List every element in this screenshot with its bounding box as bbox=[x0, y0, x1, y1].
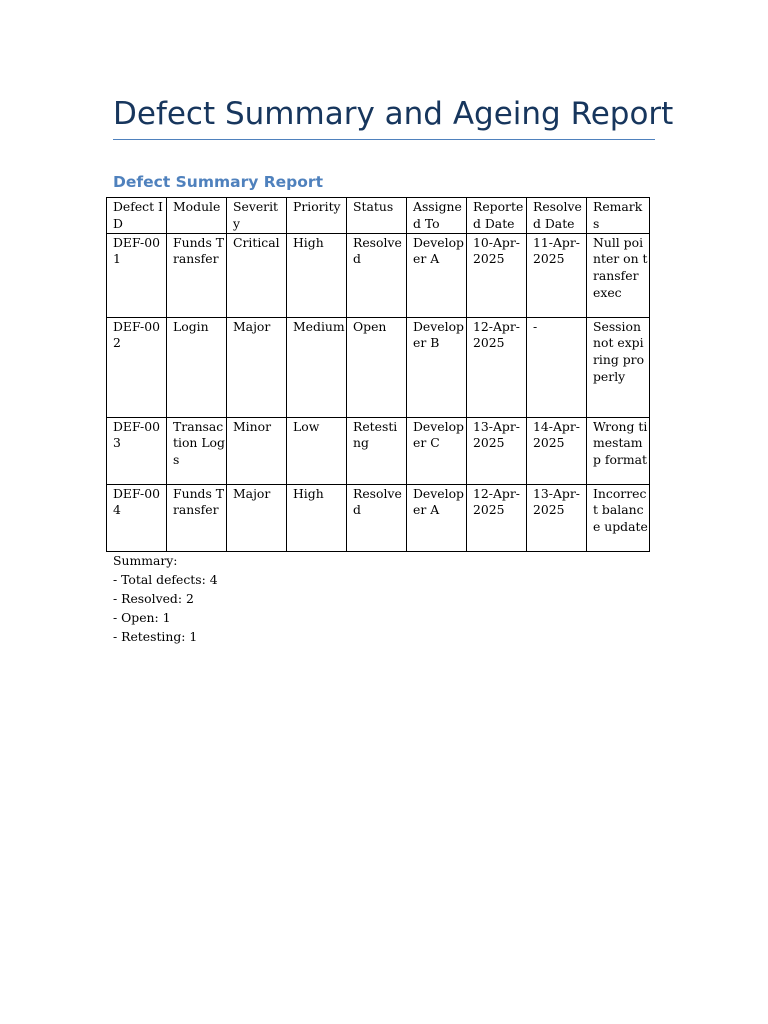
table-cell: Incorrect balance update bbox=[587, 484, 650, 551]
table-cell: 10-Apr-2025 bbox=[467, 233, 527, 317]
table-cell: Wrong timestamp format bbox=[587, 417, 650, 484]
table-cell: Transaction Logs bbox=[167, 417, 227, 484]
table-cell: Major bbox=[227, 317, 287, 417]
column-header: Severity bbox=[227, 198, 287, 234]
column-header: Remarks bbox=[587, 198, 650, 234]
table-header-row bbox=[107, 198, 650, 234]
table-cell: Resolved bbox=[347, 484, 407, 551]
summary-line: - Resolved: 2 bbox=[113, 591, 194, 606]
summary-line: - Total defects: 4 bbox=[113, 572, 218, 587]
table-row bbox=[107, 233, 650, 317]
column-header: Assigned To bbox=[407, 198, 467, 234]
summary-heading: Summary: bbox=[113, 553, 178, 568]
table-cell: Minor bbox=[227, 417, 287, 484]
table-cell: Medium bbox=[287, 317, 347, 417]
table-cell: 11-Apr-2025 bbox=[527, 233, 587, 317]
table-row bbox=[107, 417, 650, 484]
table-cell: 14-Apr-2025 bbox=[527, 417, 587, 484]
table-row bbox=[107, 317, 650, 417]
column-header: Defect ID bbox=[107, 198, 167, 234]
column-header: Module bbox=[167, 198, 227, 234]
table-cell: Funds Transfer bbox=[167, 233, 227, 317]
table-cell: DEF-003 bbox=[107, 417, 167, 484]
column-header: Reported Date bbox=[467, 198, 527, 234]
table-cell: Retesting bbox=[347, 417, 407, 484]
table-cell: Major bbox=[227, 484, 287, 551]
table-cell: Funds Transfer bbox=[167, 484, 227, 551]
table-row bbox=[107, 484, 650, 551]
table-cell: Developer C bbox=[407, 417, 467, 484]
table-cell: Resolved bbox=[347, 233, 407, 317]
title-divider bbox=[113, 139, 655, 140]
table-cell: 13-Apr-2025 bbox=[467, 417, 527, 484]
table-cell: DEF-001 bbox=[107, 233, 167, 317]
column-header: Priority bbox=[287, 198, 347, 234]
table-cell: Session not expiring properly bbox=[587, 317, 650, 417]
summary-line: - Open: 1 bbox=[113, 610, 171, 625]
table-cell: 13-Apr-2025 bbox=[527, 484, 587, 551]
table-cell: Developer B bbox=[407, 317, 467, 417]
summary-line: - Retesting: 1 bbox=[113, 629, 198, 644]
table-cell: DEF-004 bbox=[107, 484, 167, 551]
column-header: Status bbox=[347, 198, 407, 234]
column-header: Resolved Date bbox=[527, 198, 587, 234]
document-title: Defect Summary and Ageing Report bbox=[113, 96, 674, 132]
table-cell: Null pointer on transfer exec bbox=[587, 233, 650, 317]
table-cell: Login bbox=[167, 317, 227, 417]
table-cell: Developer A bbox=[407, 484, 467, 551]
table-cell: 12-Apr-2025 bbox=[467, 484, 527, 551]
table-cell: High bbox=[287, 233, 347, 317]
table-cell: 12-Apr-2025 bbox=[467, 317, 527, 417]
table-cell: DEF-002 bbox=[107, 317, 167, 417]
table-cell: Open bbox=[347, 317, 407, 417]
table-cell: Developer A bbox=[407, 233, 467, 317]
table-cell: - bbox=[527, 317, 587, 417]
table-cell: High bbox=[287, 484, 347, 551]
defect-table bbox=[106, 197, 650, 552]
table-cell: Critical bbox=[227, 233, 287, 317]
section-heading: Defect Summary Report bbox=[113, 173, 323, 191]
summary-block bbox=[113, 551, 218, 646]
table-cell: Low bbox=[287, 417, 347, 484]
